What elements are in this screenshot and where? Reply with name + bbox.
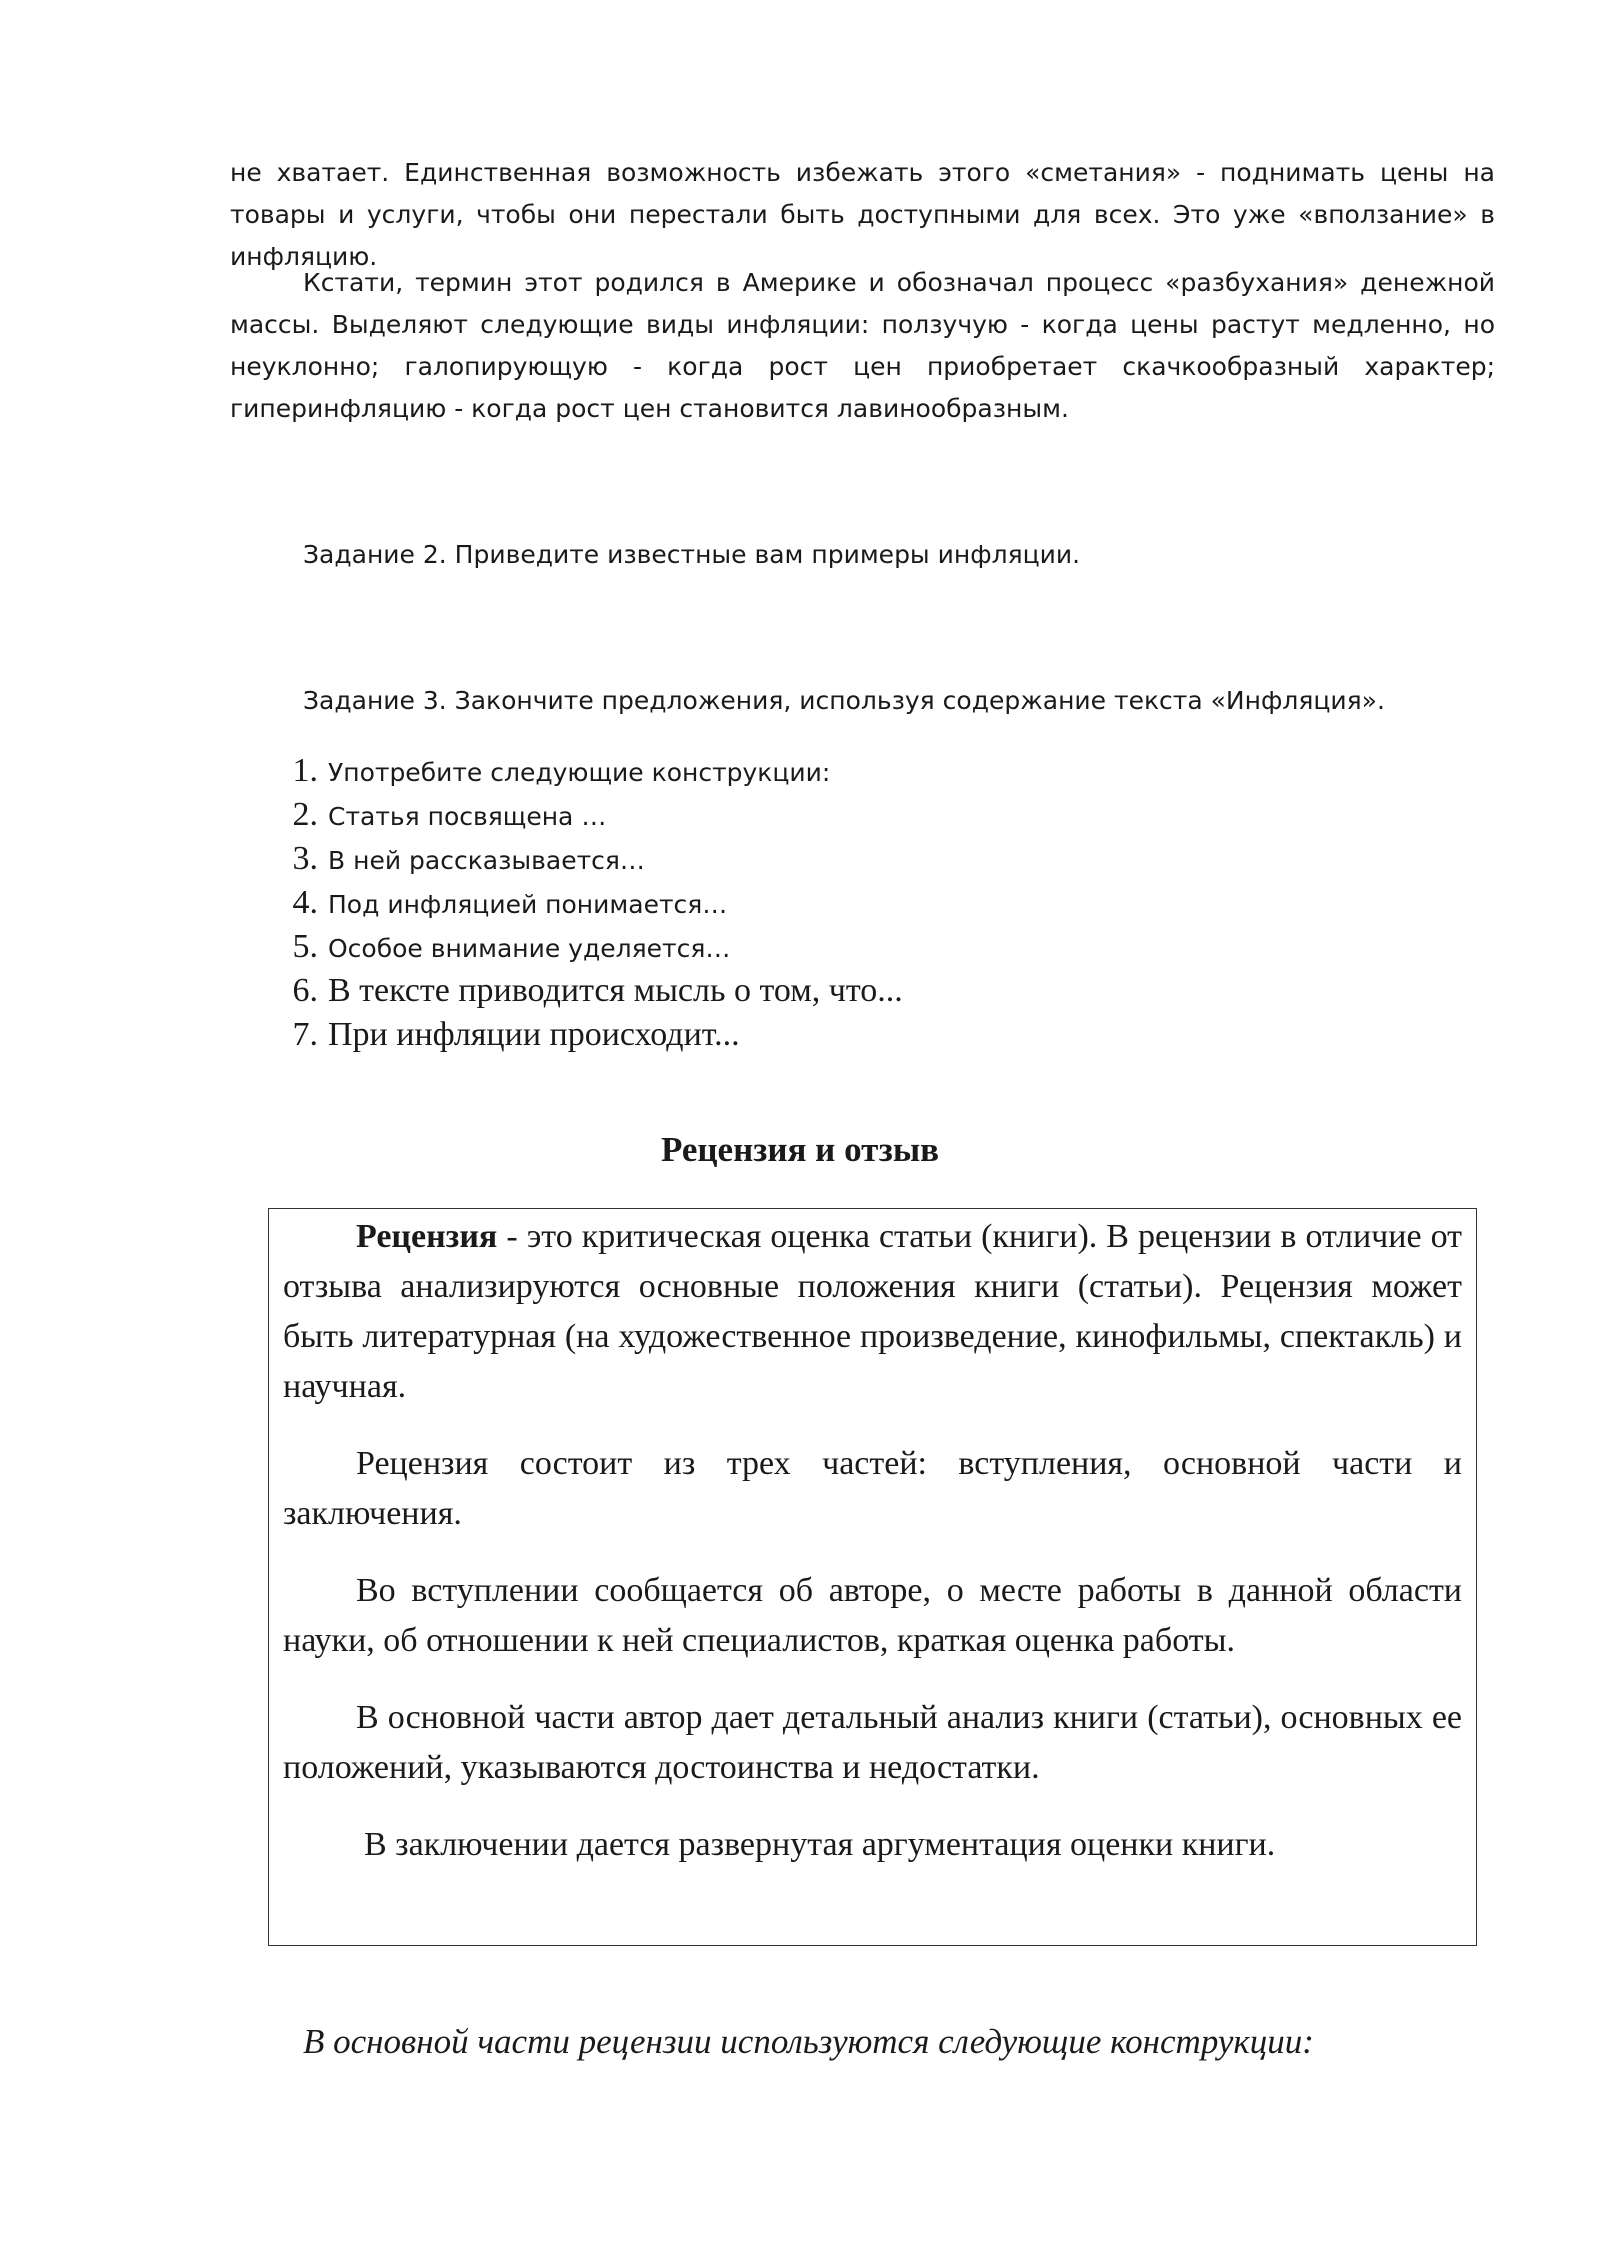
section-heading: Рецензия и отзыв (660, 1130, 940, 1169)
definition-term: Рецензия (356, 1218, 498, 1255)
sentence-completion-list (230, 752, 1430, 1060)
list-text: Под инфляцией понимается… (328, 890, 728, 919)
list-item (230, 796, 1430, 840)
list-item (230, 928, 1430, 972)
structure-paragraph: Рецензия состоит из трех частей: вступления, основной части и заключения. (283, 1445, 1462, 1532)
list-number: 3. (292, 840, 318, 877)
conclusion-paragraph: В заключении дается развернутая аргументация оценки книги. (364, 1826, 1276, 1863)
review-definition-box (268, 1208, 1477, 1946)
list-number: 2. (292, 796, 318, 833)
closing-line: В основной части рецензии используются следующие конструкции: (303, 2022, 1314, 2061)
definition-text: - это критическая оценка статьи (книги). В рецензии в отличие от отзыва анализируются основные положения книги (статьи). Рецензия может быть литературная (на художественное произведение, кинофильмы, спектакль) и научная. (283, 1218, 1462, 1405)
list-number: 1. (292, 752, 318, 789)
paragraph-inflation-types: Кстати, термин этот родился в Америке и обозначал процесс «разбухания» денежной массы. Выделяют следующие виды инфляции: ползучую - когда цены растут медленно, но неуклонно; галопирующую - когда рост цен приобретает скачкообразный характер; гиперинфляцию - когда рост цен становится лавинообразным. (230, 268, 1495, 423)
list-text: Особое внимание уделяется… (328, 934, 731, 963)
list-item (230, 1016, 1430, 1060)
main-part-paragraph: В основной части автор дает детальный анализ книги (статьи), основных ее положений, указываются достоинства и недостатки. (283, 1699, 1462, 1786)
list-text: Употребите следующие конструкции: (328, 758, 831, 787)
paragraph-inflation-creep: не хватает. Единственная возможность избежать этого «сметания» - поднимать цены на товары и услуги, чтобы они перестали быть доступными для всех. Это уже «вползание» в инфляцию. (230, 158, 1495, 271)
list-item (230, 972, 1430, 1016)
list-text: При инфляции происходит... (328, 1016, 740, 1053)
intro-paragraph: Во вступлении сообщается об авторе, о месте работы в данной области науки, об отношении к ней специалистов, краткая оценка работы. (283, 1572, 1462, 1659)
list-text: Статья посвящена … (328, 802, 607, 831)
list-item (230, 884, 1430, 928)
list-text: В тексте приводится мысль о том, что... (328, 972, 903, 1009)
list-text: В ней рассказывается… (328, 846, 645, 875)
list-number: 6. (292, 972, 318, 1009)
list-number: 4. (292, 884, 318, 921)
list-item (230, 752, 1430, 796)
list-item (230, 840, 1430, 884)
list-number: 5. (292, 928, 318, 965)
task-3: Задание 3. Закончите предложения, используя содержание текста «Инфляция». (303, 686, 1385, 715)
definition-paragraph (283, 1212, 1462, 1412)
list-number: 7. (292, 1016, 318, 1053)
task-2: Задание 2. Приведите известные вам примеры инфляции. (303, 540, 1081, 569)
